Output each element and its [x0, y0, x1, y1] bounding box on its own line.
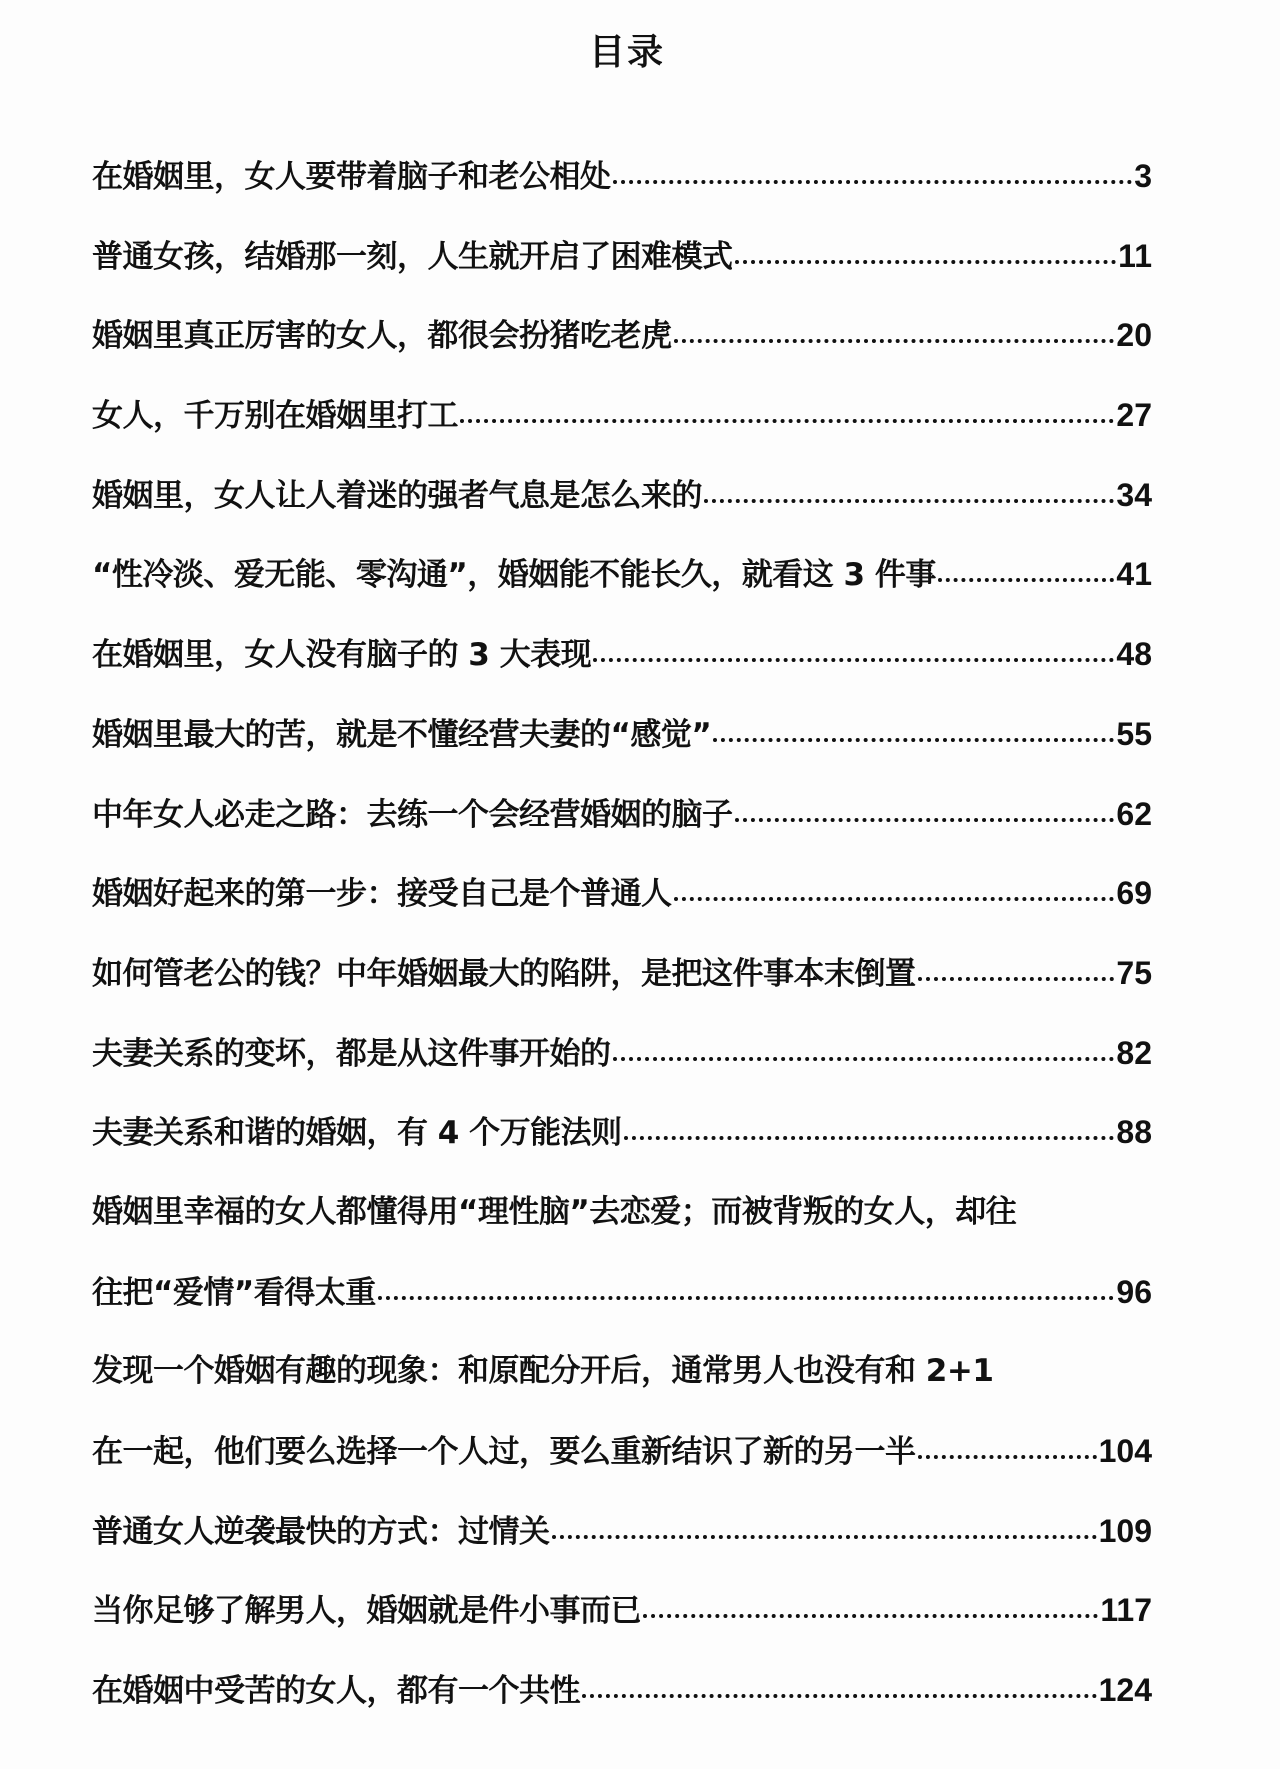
toc-entry-page: 48	[1116, 636, 1152, 673]
toc-entry-page: 20	[1116, 317, 1152, 354]
toc-entry-title: “性冷淡、爱无能、零沟通”，婚姻能不能长久，就看这 3 件事	[92, 557, 936, 594]
toc-entry-line1[interactable]	[92, 1192, 1152, 1272]
page-title: 目录	[588, 32, 665, 73]
toc-entry[interactable]	[92, 475, 1152, 555]
toc-entry-title: 在婚姻中受苦的女人，都有一个共性	[92, 1673, 580, 1710]
toc-entry-title: 发现一个婚姻有趣的现象：和原配分开后，通常男人也没有和 2+1	[92, 1353, 994, 1390]
dot-leader	[624, 1136, 1115, 1140]
toc-entry[interactable]	[92, 156, 1152, 236]
dot-leader	[613, 1057, 1115, 1061]
dot-leader	[704, 499, 1114, 503]
toc-entry-title-cont: 在一起，他们要么选择一个人过，要么重新结识了新的另一半	[92, 1434, 916, 1470]
dot-leader	[378, 1296, 1115, 1300]
toc-entry-page: 109	[1098, 1512, 1152, 1549]
toc-entry-title: 普通女孩，结婚那一刻，人生就开启了困难模式	[92, 238, 733, 275]
dot-leader	[552, 1535, 1097, 1539]
toc-entry-page: 41	[1116, 556, 1152, 593]
toc-entry-title: 夫妻关系的变坏，都是从这件事开始的	[92, 1035, 611, 1072]
toc-entry-title: 婚姻里最大的苦，就是不懂经营夫妻的“感觉”	[92, 716, 712, 753]
dot-leader	[735, 260, 1117, 264]
toc-entry-page: 34	[1116, 476, 1152, 513]
dot-leader	[713, 738, 1114, 742]
dot-leader	[460, 419, 1114, 423]
toc-entry-title: 在婚姻里，女人要带着脑子和老公相处	[92, 159, 611, 195]
dot-leader	[938, 578, 1115, 582]
toc-entry[interactable]	[92, 1112, 1152, 1192]
toc-entry-title: 中年女人必走之路：去练一个会经营婚姻的脑子	[92, 796, 733, 833]
toc-entry-title: 在婚姻里，女人没有脑子的 3 大表现	[92, 637, 592, 674]
toc-entry-page: 27	[1116, 397, 1152, 434]
toc-entry[interactable]	[92, 395, 1152, 475]
toc-entry-page: 82	[1116, 1034, 1152, 1071]
toc-entry-page: 88	[1116, 1114, 1152, 1151]
toc-entry-title: 婚姻里，女人让人着迷的强者气息是怎么来的	[92, 477, 702, 514]
toc-entry-page: 117	[1100, 1592, 1152, 1629]
dot-leader	[643, 1614, 1098, 1618]
toc-entry-page: 69	[1116, 875, 1152, 912]
toc-entry[interactable]	[92, 1670, 1152, 1750]
toc-entry-title-cont: 往把“爱情”看得太重	[92, 1274, 376, 1311]
table-of-contents	[92, 156, 1152, 1750]
toc-entry-page: 11	[1118, 237, 1152, 274]
dot-leader	[735, 818, 1115, 822]
toc-entry-title: 夫妻关系和谐的婚姻，有 4 个万能法则	[92, 1115, 622, 1152]
dot-leader	[593, 658, 1114, 662]
dot-leader	[918, 1455, 1097, 1459]
toc-entry[interactable]	[92, 554, 1152, 634]
toc-entry[interactable]	[92, 1590, 1152, 1670]
toc-entry-page: 96	[1116, 1273, 1152, 1310]
dot-leader	[674, 897, 1115, 901]
toc-entry-line2[interactable]	[92, 1272, 1152, 1352]
dot-leader	[582, 1694, 1097, 1698]
toc-entry[interactable]	[92, 236, 1152, 316]
toc-entry-page: 124	[1098, 1672, 1152, 1709]
toc-entry-title: 普通女人逆袭最快的方式：过情关	[92, 1513, 550, 1550]
toc-entry[interactable]	[92, 873, 1152, 953]
toc-entry[interactable]	[92, 953, 1152, 1033]
toc-entry[interactable]	[92, 315, 1152, 395]
toc-entry-title: 婚姻里真正厉害的女人，都很会扮猪吃老虎	[92, 318, 672, 355]
toc-entry-title: 婚姻好起来的第一步：接受自己是个普通人	[92, 876, 672, 913]
toc-entry-title: 婚姻里幸福的女人都懂得用“理性脑”去恋爱；而被背叛的女人，却往	[92, 1193, 1017, 1230]
toc-entry-page: 3	[1134, 158, 1152, 194]
toc-entry-line1[interactable]	[92, 1351, 1152, 1431]
toc-entry[interactable]	[92, 1511, 1152, 1591]
toc-entry-page: 75	[1116, 954, 1152, 991]
dot-leader	[918, 977, 1115, 981]
toc-entry-page: 62	[1116, 795, 1152, 832]
toc-entry[interactable]	[92, 714, 1152, 794]
dot-leader	[674, 339, 1115, 343]
toc-entry-title: 当你足够了解男人，婚姻就是件小事而已	[92, 1593, 641, 1630]
toc-entry-title: 如何管老公的钱？中年婚姻最大的陷阱，是把这件事本末倒置	[92, 955, 916, 992]
toc-entry-line2[interactable]	[92, 1431, 1152, 1511]
toc-entry[interactable]	[92, 634, 1152, 714]
toc-entry-title: 女人，千万别在婚姻里打工	[92, 398, 458, 435]
toc-entry[interactable]	[92, 1033, 1152, 1113]
toc-entry[interactable]	[92, 794, 1152, 874]
toc-entry-page: 55	[1116, 715, 1152, 752]
dot-leader	[613, 180, 1133, 184]
toc-entry-page: 104	[1098, 1433, 1152, 1469]
